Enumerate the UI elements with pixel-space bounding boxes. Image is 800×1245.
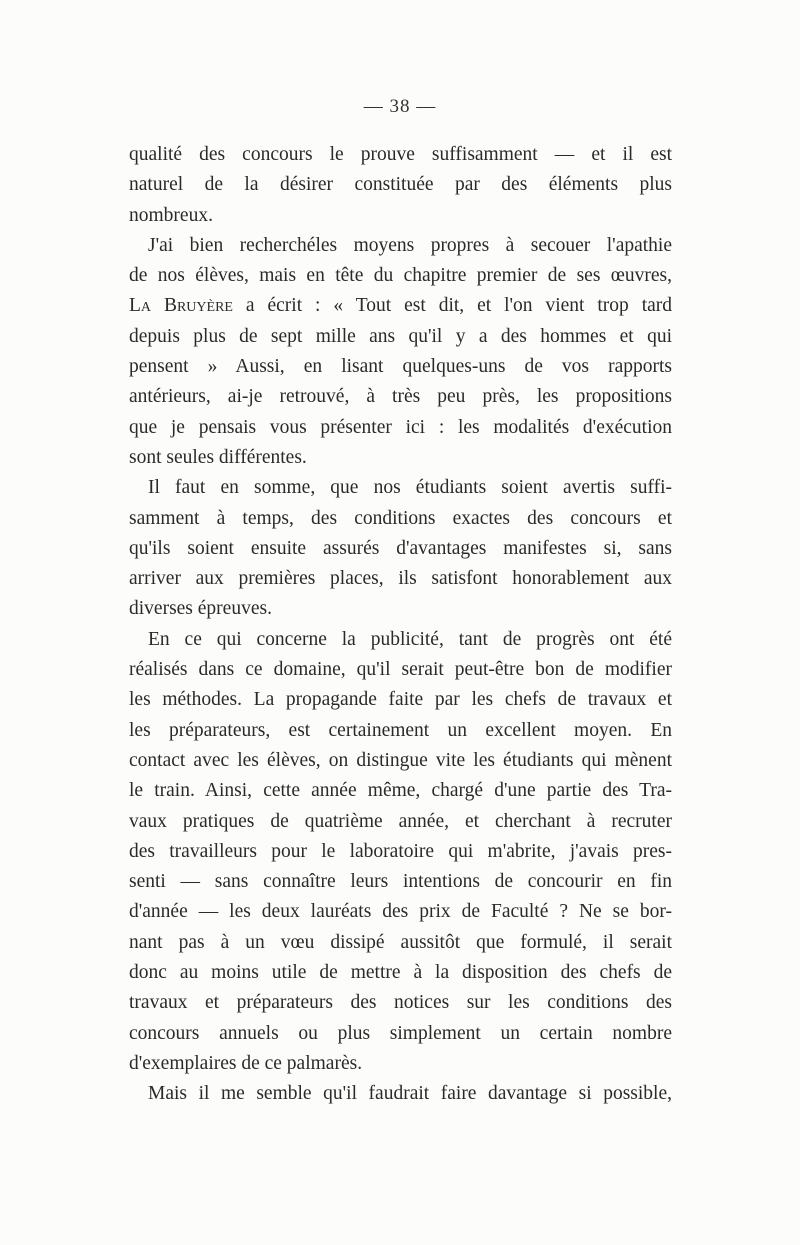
paragraph-start-line: Il faut en somme, que nos étudiants soient avertis suffi- bbox=[148, 477, 672, 499]
text-line: pensent » Aussi, en lisant quelques-uns de vos rapports bbox=[129, 356, 672, 378]
text-line: travaux et préparateurs des notices sur les conditions des bbox=[129, 992, 672, 1014]
text-line-rest: a écrit : « Tout est dit, et l'on vient trop tard bbox=[232, 295, 673, 317]
text-line: contact avec les élèves, on distingue vite les étudiants qui mènent bbox=[129, 749, 672, 771]
text-line: les préparateurs, est certainement un excellent moyen. En bbox=[129, 719, 672, 741]
paragraph-start-line: En ce qui concerne la publicité, tant de progrès ont été bbox=[148, 628, 672, 650]
text-line: arriver aux premières places, ils satisfont honorablement aux bbox=[129, 568, 672, 590]
text-line: naturel de la désirer constituée par des éléments plus bbox=[129, 174, 672, 196]
text-line: réalisés dans ce domaine, qu'il serait peut-être bon de modifier bbox=[129, 659, 672, 681]
body-text bbox=[129, 140, 672, 1110]
text-line: samment à temps, des conditions exactes des concours et bbox=[129, 507, 672, 529]
text-line: depuis plus de sept mille ans qu'il y a des hommes et qui bbox=[129, 325, 672, 347]
text-line: le train. Ainsi, cette année même, chargé d'une partie des Tra- bbox=[129, 780, 672, 802]
text-line: sont seules différentes. bbox=[129, 446, 307, 468]
text-line: des travailleurs pour le laboratoire qui m'abrite, j'avais pres- bbox=[129, 840, 672, 862]
text-line: nombreux. bbox=[129, 204, 213, 226]
text-line: nant pas à un vœu dissipé aussitôt que formulé, il serait bbox=[129, 931, 672, 953]
text-line: vaux pratiques de quatrième année, et cherchant à recruter bbox=[129, 810, 672, 832]
text-line: de nos élèves, mais en tête du chapitre premier de ses œuvres, bbox=[129, 265, 672, 287]
text-line: qu'ils soient ensuite assurés d'avantages manifestes si, sans bbox=[129, 537, 672, 559]
page-number: — 38 — bbox=[363, 96, 437, 117]
text-line: qualité des concours le prouve suffisamment — et il est bbox=[129, 144, 672, 165]
text-line: donc au moins utile de mettre à la disposition des chefs de bbox=[129, 962, 672, 984]
text-line: d'exemplaires de ce palmarès. bbox=[129, 1052, 363, 1074]
text-line: diverses épreuves. bbox=[129, 598, 272, 620]
paragraph-start-line: J'ai bien recherchéles moyens propres à secouer l'apathie bbox=[148, 234, 672, 256]
text-line: d'année — les deux lauréats des prix de Faculté ? Ne se bor- bbox=[129, 901, 672, 923]
text-line: senti — sans connaître leurs intentions de concourir en fin bbox=[129, 871, 672, 893]
author-name: La Bruyère bbox=[129, 295, 233, 317]
text-line: antérieurs, ai-je retrouvé, à très peu près, les propositions bbox=[129, 386, 672, 408]
text-line: les méthodes. La propagande faite par les chefs de travaux et bbox=[129, 689, 672, 711]
paragraph-start-line: Mais il me semble qu'il faudrait faire davantage si possible, bbox=[148, 1083, 672, 1105]
text-line: que je pensais vous présenter ici : les modalités d'exécution bbox=[129, 416, 672, 438]
text-line-author bbox=[129, 291, 672, 321]
text-line: concours annuels ou plus simplement un certain nombre bbox=[129, 1022, 672, 1044]
